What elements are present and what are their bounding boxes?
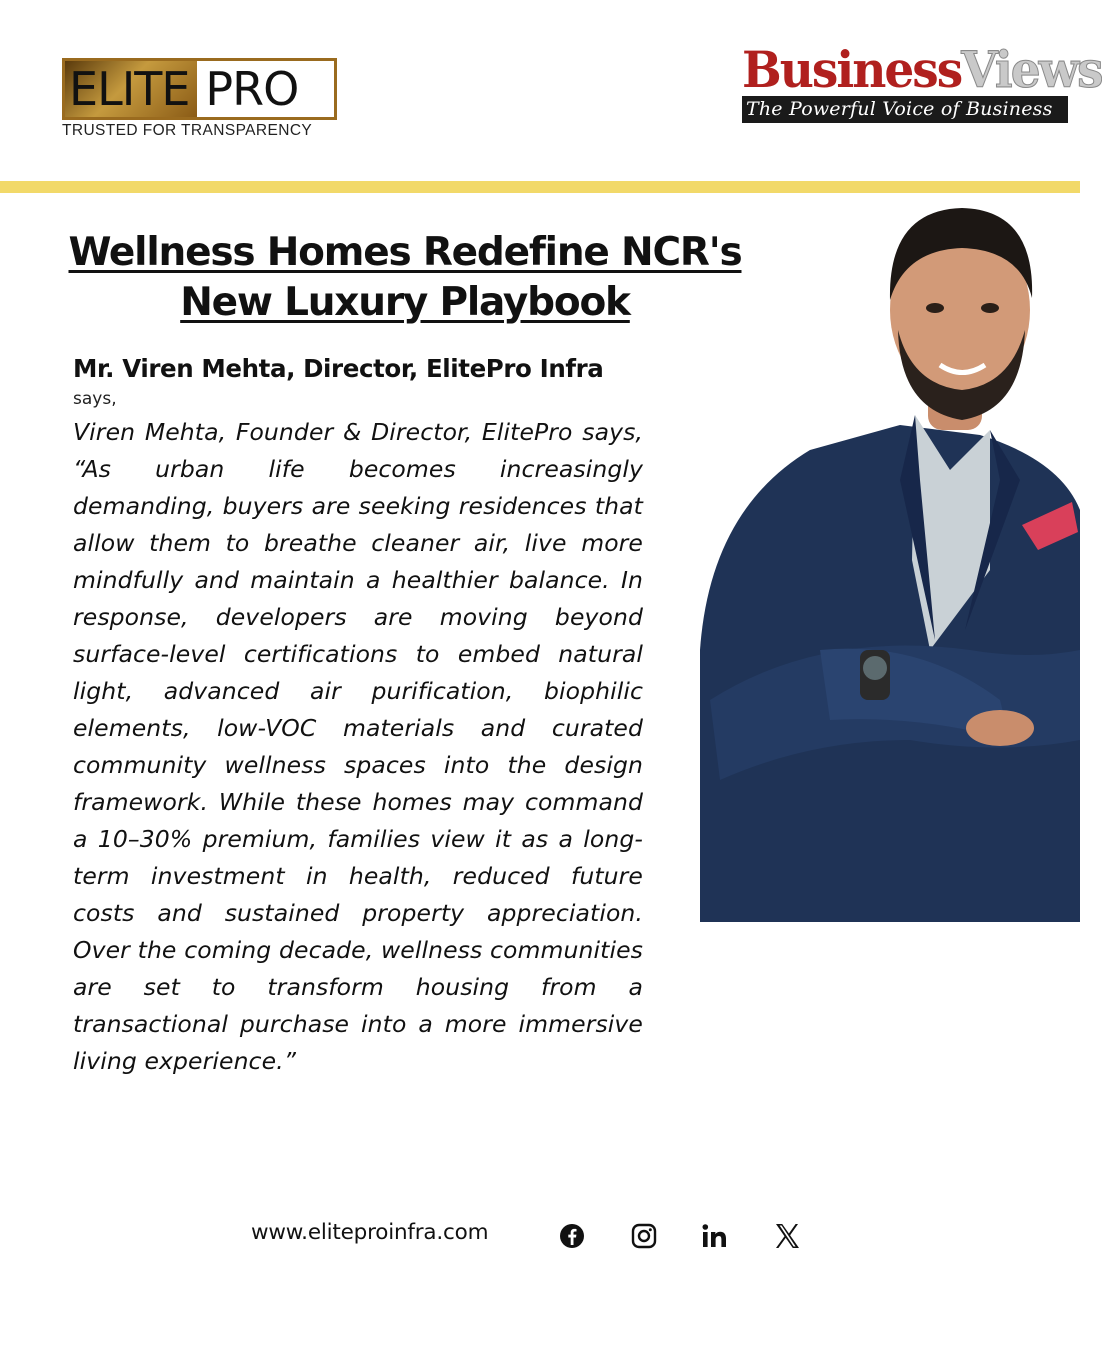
- quote-text: Viren Mehta, Founder & Director, ElitePro says, “As urban life becomes increasingly demanding, buyers are seeking residences that allow them to breathe cleaner air, live more mindfully and maintain a healthier balance. In response, developers are moving beyond surface-level certifications to embed natural light, advanced air purification, biophilic elements, low-VOC materials and curated community wellness spaces into the design framework. While these homes may command a 10–30% premium, families view it as a long-term investment in health, reduced future costs and sustained property appreciation. Over the coming decade, wellness communities are set to transform housing from a transactional purchase into a more immersive living experience.”: [73, 418, 643, 1075]
- elitepro-logo-elite: ELITE: [65, 61, 197, 117]
- headline: [40, 228, 770, 328]
- businessviews-views: Views: [961, 41, 1102, 100]
- businessviews-tagline: The Powerful Voice of Business: [742, 96, 1068, 123]
- x-icon[interactable]: [771, 1220, 803, 1252]
- facebook-icon[interactable]: [556, 1220, 588, 1252]
- elitepro-logo-pro: PRO: [197, 61, 306, 117]
- elitepro-logo: [62, 58, 337, 140]
- headline-line-2: New Luxury Playbook: [180, 280, 630, 325]
- speaker-illustration: [700, 180, 1080, 922]
- elitepro-logo-box: [62, 58, 337, 120]
- linkedin-icon[interactable]: [699, 1220, 731, 1252]
- businessviews-logo: [742, 41, 1102, 123]
- headline-line-1: Wellness Homes Redefine NCR's: [68, 230, 742, 275]
- elitepro-tagline: TRUSTED FOR TRANSPARENCY: [62, 122, 313, 139]
- instagram-icon[interactable]: [628, 1220, 660, 1252]
- says-label: says,: [73, 389, 117, 409]
- businessviews-business: Business: [742, 41, 962, 100]
- businessviews-wordmark: [742, 41, 1102, 100]
- speaker-photo: [700, 180, 1080, 922]
- byline: Mr. Viren Mehta, Director, ElitePro Infra: [73, 354, 604, 383]
- website-url[interactable]: www.eliteproinfra.com: [251, 1220, 489, 1245]
